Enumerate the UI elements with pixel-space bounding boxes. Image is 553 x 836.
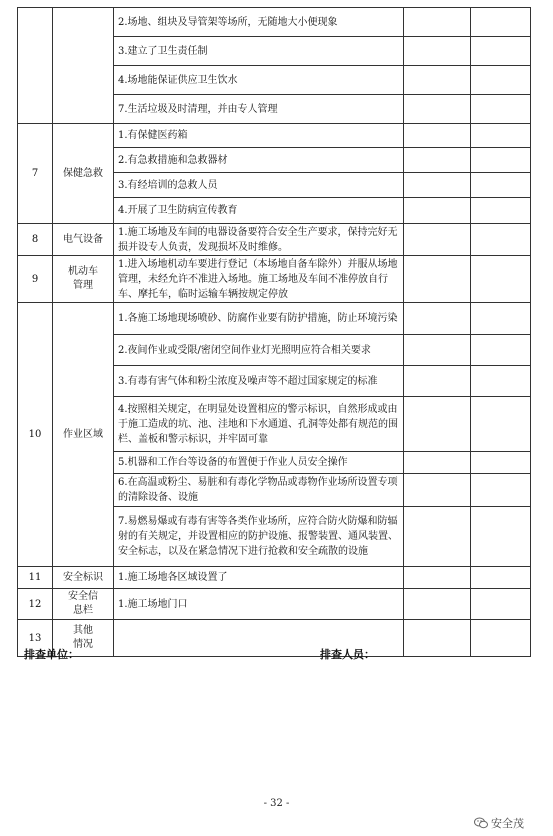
check-item: 1.施工场地各区域设置了	[114, 567, 404, 589]
remark-cell	[471, 124, 531, 148]
result-cell	[404, 95, 471, 124]
remark-cell	[471, 335, 531, 366]
remark-cell	[471, 397, 531, 452]
remark-cell	[471, 452, 531, 474]
result-cell	[404, 507, 471, 567]
row-category: 电气设备	[53, 224, 114, 256]
row-category: 安全信息栏	[53, 589, 114, 620]
row-category: 其他情况	[53, 620, 114, 657]
check-item: 1.进入场地机动车要进行登记（本场地自备车除外）并服从场地管理，未经允许不准进入场地。施工场地及车间不准停放自行车、摩托车，临时运输车辆按规定停放	[114, 256, 404, 303]
check-item: 1.施工场地门口	[114, 589, 404, 620]
check-item: 4.按照相关规定，在明显处设置相应的警示标识，自然形成或由于施工造成的坑、池、洼地和下水通道、孔洞等处都有规范的围栏、盖板和警示标识，并牢固可靠	[114, 397, 404, 452]
result-cell	[404, 620, 471, 657]
remark-cell	[471, 366, 531, 397]
check-item: 1.有保健医药箱	[114, 124, 404, 148]
check-item: 4.开展了卫生防病宣传教育	[114, 198, 404, 224]
check-item: 2.有急救措施和急救器材	[114, 148, 404, 173]
remark-cell	[471, 589, 531, 620]
inspection-table	[17, 7, 531, 657]
result-cell	[404, 148, 471, 173]
check-item: 2.场地、组块及导管架等场所，无随地大小便现象	[114, 8, 404, 37]
remark-cell	[471, 256, 531, 303]
table-row	[18, 589, 531, 620]
result-cell	[404, 66, 471, 95]
row-number: 9	[18, 256, 53, 303]
result-cell	[404, 124, 471, 148]
page-number: - 32 -	[263, 798, 290, 809]
table-row	[18, 567, 531, 589]
remark-cell	[471, 474, 531, 507]
check-item: 3.建立了卫生责任制	[114, 37, 404, 66]
check-item: 1.施工场地及车间的电器设备要符合安全生产要求，保持完好无损并设专人负责，发现损坏及时维修。	[114, 224, 404, 256]
remark-cell	[471, 37, 531, 66]
row-number: 12	[18, 589, 53, 620]
row-number: 10	[18, 303, 53, 567]
remark-cell	[471, 198, 531, 224]
remark-cell	[471, 8, 531, 37]
result-cell	[404, 303, 471, 335]
check-item: 3.有经培训的急救人员	[114, 173, 404, 198]
remark-cell	[471, 148, 531, 173]
result-cell	[404, 335, 471, 366]
row-category: 保健急救	[53, 124, 114, 224]
remark-cell	[471, 66, 531, 95]
result-cell	[404, 397, 471, 452]
remark-cell	[471, 224, 531, 256]
row-number: 8	[18, 224, 53, 256]
check-item: 7.生活垃圾及时清理，并由专人管理	[114, 95, 404, 124]
result-cell	[404, 198, 471, 224]
watermark-text: 安全茂	[491, 817, 524, 830]
result-cell	[404, 256, 471, 303]
row-number	[18, 8, 53, 124]
remark-cell	[471, 95, 531, 124]
result-cell	[404, 8, 471, 37]
table-row	[18, 224, 531, 256]
table-row	[18, 303, 531, 335]
remark-cell	[471, 303, 531, 335]
check-item: 5.机器和工作台等设备的布置便于作业人员安全操作	[114, 452, 404, 474]
row-category: 机动车管理	[53, 256, 114, 303]
inspection-unit-label: 排查单位：	[24, 648, 79, 661]
remark-cell	[471, 620, 531, 657]
result-cell	[404, 567, 471, 589]
remark-cell	[471, 173, 531, 198]
table-row	[18, 256, 531, 303]
result-cell	[404, 224, 471, 256]
result-cell	[404, 589, 471, 620]
result-cell	[404, 37, 471, 66]
remark-cell	[471, 567, 531, 589]
check-item: 3.有毒有害气体和粉尘浓度及噪声等不超过国家规定的标准	[114, 366, 404, 397]
check-item: 1.各施工场地现场喷砂、防腐作业要有防护措施，防止环境污染	[114, 303, 404, 335]
result-cell	[404, 452, 471, 474]
check-item: 7.易燃易爆或有毒有害等各类作业场所，应符合防火防爆和防辐射的有关规定，并设置相应的防护设施、报警装置、通风装置、安全标志，以及在紧急情况下进行抢救和安全疏散的设施	[114, 507, 404, 567]
row-number: 13	[18, 620, 53, 657]
inspector-label: 排查人员：	[320, 648, 375, 661]
check-item: 4.场地能保证供应卫生饮水	[114, 66, 404, 95]
check-item: 6.在高温或粉尘、易脏和有毒化学物品或毒物作业场所设置专项的清除设备、设施	[114, 474, 404, 507]
table-row	[18, 124, 531, 148]
row-category: 作业区域	[53, 303, 114, 567]
row-number: 11	[18, 567, 53, 589]
table-row	[18, 8, 531, 37]
check-item: 2.夜间作业或受限/密闭空间作业灯光照明应符合相关要求	[114, 335, 404, 366]
watermark	[474, 815, 524, 831]
row-category	[53, 8, 114, 124]
result-cell	[404, 474, 471, 507]
wechat-icon	[474, 817, 488, 829]
row-number: 7	[18, 124, 53, 224]
remark-cell	[471, 507, 531, 567]
result-cell	[404, 173, 471, 198]
row-category: 安全标识	[53, 567, 114, 589]
result-cell	[404, 366, 471, 397]
table-row	[18, 620, 531, 657]
